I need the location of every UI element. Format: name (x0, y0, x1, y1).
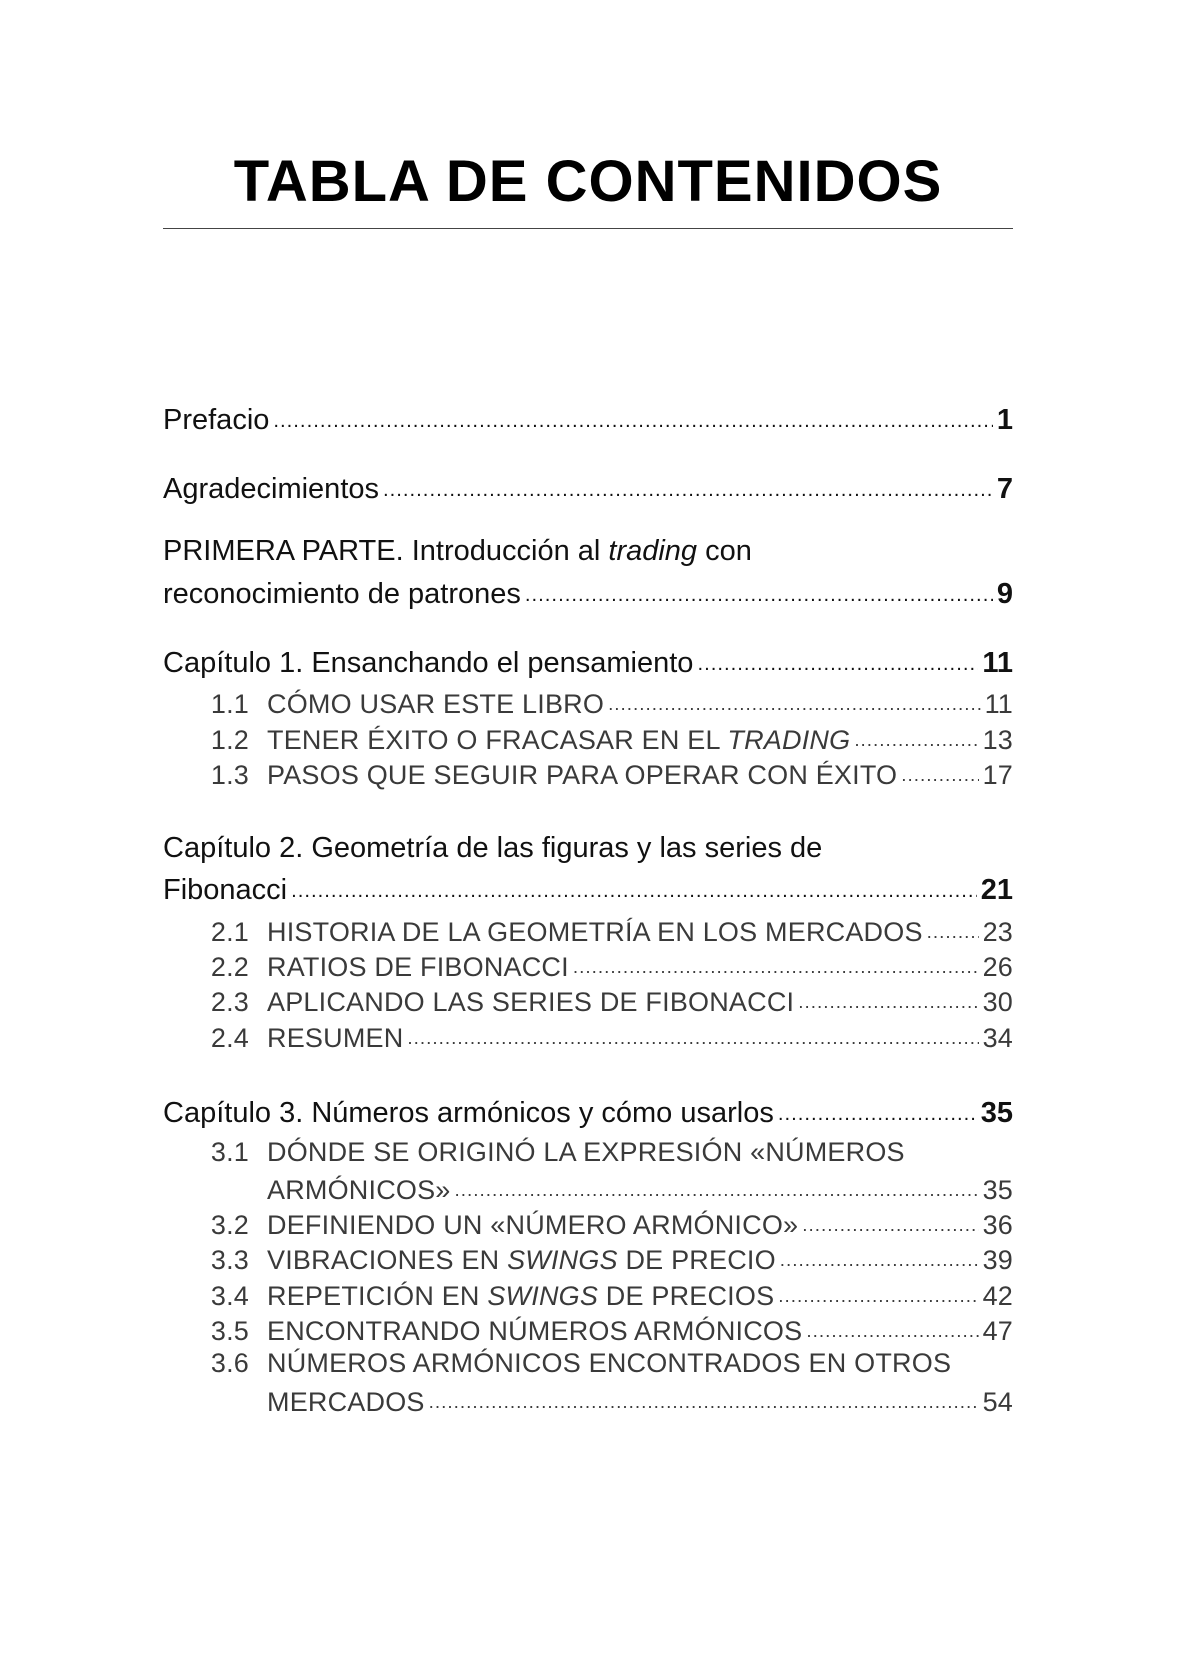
toc-subentry-title: ARMÓNICOS» (267, 1175, 451, 1205)
toc-section-number: 1.2 (210, 725, 249, 755)
toc-subentry-title: ENCONTRANDO NÚMEROS ARMÓNICOS (267, 1316, 803, 1346)
toc-page-number: 34 (982, 1023, 1013, 1053)
page-title: TABLA DE CONTENIDOS (233, 149, 943, 214)
toc-part-label: PRIMERA PARTE. (163, 535, 404, 567)
toc-page-number: 9 (996, 578, 1013, 610)
title-divider (163, 228, 1013, 229)
dot-leader (780, 1242, 979, 1269)
toc-section-number: 2.4 (210, 1023, 249, 1053)
dot-leader (291, 870, 977, 899)
toc-entry-title: Prefacio (163, 404, 270, 436)
toc-subentry-1-3[interactable] (163, 757, 1013, 793)
toc-page-number: 1 (996, 404, 1013, 436)
toc-section-number: 2.1 (210, 917, 249, 947)
toc-subentry-title: DEFINIENDO UN «NÚMERO ARMÓNICO» (267, 1210, 799, 1240)
toc-page-number: 23 (982, 917, 1013, 947)
toc-subentry-title: MERCADOS (267, 1387, 425, 1417)
toc-entry-capitulo-1[interactable] (163, 643, 1013, 679)
dot-leader (573, 949, 979, 976)
toc-page-number: 54 (982, 1387, 1013, 1417)
toc-section-number: 3.5 (210, 1316, 249, 1346)
toc-subentry-title: NÚMEROS ARMÓNICOS ENCONTRADOS EN OTROS (267, 1348, 952, 1378)
toc-subentry-title: DE PRECIOS (598, 1281, 775, 1311)
dot-leader (525, 574, 993, 603)
toc-section-number: 3.4 (210, 1281, 249, 1311)
toc-entry-title: con (697, 535, 752, 567)
toc-entry-title: Agradecimientos (163, 473, 379, 505)
toc-subentry-line (163, 1348, 1013, 1384)
toc-subentry-2-4[interactable] (163, 1020, 1013, 1056)
toc-entry-line (163, 574, 1013, 610)
toc-subentry-title: REPETICIÓN EN (267, 1281, 488, 1311)
dot-leader (798, 984, 978, 1011)
toc-page-number: 13 (982, 725, 1013, 755)
toc-section-number: 3.2 (210, 1210, 249, 1240)
toc-entry-prefacio[interactable] (163, 400, 1013, 436)
toc-subentry-2-2[interactable] (163, 949, 1013, 985)
toc-entry-line (163, 870, 1013, 906)
toc-entry-title: reconocimiento de patrones (163, 578, 521, 610)
dot-leader (273, 400, 992, 429)
toc-subentry-title: RATIOS DE FIBONACCI (267, 952, 569, 982)
dot-leader (778, 1093, 977, 1122)
toc-section-number: 3.1 (210, 1137, 249, 1167)
toc-subentry-title: DÓNDE SE ORIGINÓ LA EXPRESIÓN «NÚMEROS (267, 1137, 905, 1167)
toc-entry-title: Capítulo 2. Geometría de las figuras y las series de (163, 832, 823, 864)
dot-leader (697, 643, 978, 672)
toc-subentry-3-4[interactable] (163, 1278, 1013, 1314)
toc-page-number: 26 (982, 952, 1013, 982)
toc-entry-agradecimientos[interactable] (163, 469, 1013, 505)
toc-subentry-title-italic: SWINGS (487, 1281, 599, 1311)
toc-section-number: 3.3 (210, 1245, 249, 1275)
toc-page-number: 11 (982, 647, 1013, 679)
toc-subentry-line (163, 1172, 1013, 1208)
dot-leader (383, 469, 993, 498)
toc-section-number: 1.3 (210, 760, 249, 790)
toc-subentry-1-2[interactable] (163, 722, 1013, 758)
toc-page-number: 35 (982, 1175, 1013, 1205)
toc-section-number: 2.3 (210, 987, 249, 1017)
toc-section-number: 1.1 (210, 689, 249, 719)
dot-leader (806, 1313, 978, 1340)
toc-entry-title: Fibonacci (163, 874, 288, 906)
dot-leader (802, 1207, 978, 1234)
toc-subentry-title: VIBRACIONES EN (267, 1245, 508, 1275)
toc-page-number: 42 (982, 1281, 1013, 1311)
dot-leader (927, 914, 979, 941)
toc-subentry-title-italic: SWINGS (507, 1245, 618, 1275)
dot-leader (455, 1172, 979, 1199)
toc-subentry-3-5[interactable] (163, 1313, 1013, 1349)
toc-subentry-title: HISTORIA DE LA GEOMETRÍA EN LOS MERCADOS (267, 917, 923, 947)
toc-entry-title: Introducción al (403, 535, 609, 567)
toc-entry-title: Capítulo 3. Números armónicos y cómo usarlos (163, 1097, 774, 1129)
toc-page-number: 36 (982, 1210, 1013, 1240)
toc-section-number: 3.6 (210, 1348, 249, 1378)
toc-entry-title-italic: trading (608, 535, 698, 567)
toc-page-number: 30 (982, 987, 1013, 1017)
toc-page-number: 11 (984, 689, 1013, 719)
toc-entry-line (163, 535, 1013, 571)
toc-subentry-title: TENER ÉXITO O FRACASAR EN EL (267, 725, 728, 755)
toc-entry-capitulo-3[interactable] (163, 1093, 1013, 1129)
dot-leader (608, 686, 981, 713)
toc-subentry-title: RESUMEN (267, 1023, 404, 1053)
dot-leader (778, 1278, 978, 1305)
toc-page-number: 35 (980, 1097, 1013, 1129)
dot-leader (407, 1020, 978, 1047)
toc-page-number: 39 (982, 1245, 1013, 1275)
toc-subentry-3-2[interactable] (163, 1207, 1013, 1243)
toc-subentry-line (163, 1384, 1013, 1420)
toc-subentry-3-3[interactable] (163, 1242, 1013, 1278)
toc-subentry-title: PASOS QUE SEGUIR PARA OPERAR CON ÉXITO (267, 760, 898, 790)
dot-leader (429, 1384, 979, 1411)
toc-page-number: 21 (980, 874, 1013, 906)
toc-page-number: 17 (982, 760, 1013, 790)
toc-subentry-2-1[interactable] (163, 914, 1013, 950)
dot-leader (901, 757, 978, 784)
dot-leader (854, 722, 978, 749)
toc-section-number: 2.2 (210, 952, 249, 982)
toc-subentry-title: DE PRECIO (617, 1245, 776, 1275)
toc-subentry-title: APLICANDO LAS SERIES DE FIBONACCI (267, 987, 795, 1017)
toc-entry-title: Capítulo 1. Ensanchando el pensamiento (163, 647, 694, 679)
toc-entry-line (163, 832, 1013, 868)
toc-subentry-title-italic: TRADING (727, 725, 851, 755)
toc-subentry-1-1[interactable] (163, 686, 1013, 722)
toc-page-number: 7 (996, 473, 1013, 505)
toc-subentry-title: CÓMO USAR ESTE LIBRO (267, 689, 605, 719)
toc-page-number: 47 (982, 1316, 1013, 1346)
toc-subentry-2-3[interactable] (163, 984, 1013, 1020)
toc-subentry-line (163, 1137, 1013, 1173)
